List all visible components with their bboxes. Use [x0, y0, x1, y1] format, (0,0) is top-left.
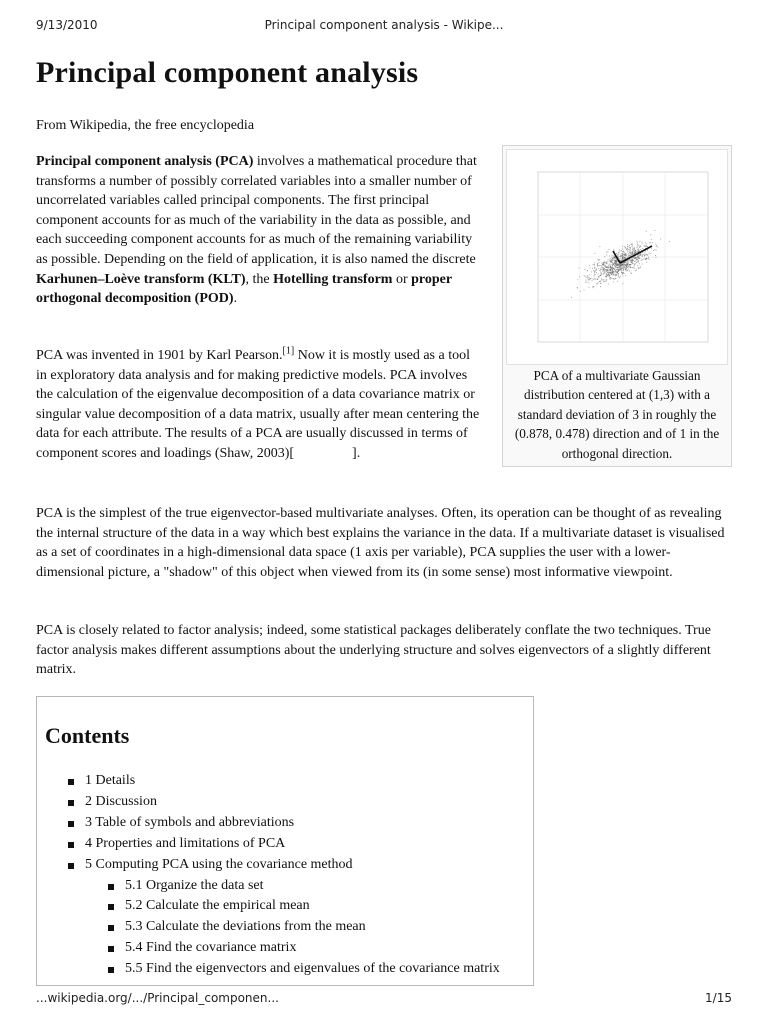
print-header — [0, 18, 768, 34]
link-klt[interactable]: Karhunen–Loève transform (KLT) — [36, 271, 246, 287]
print-page-title: Principal component analysis - Wikipe... — [264, 18, 504, 32]
toc-subitem[interactable]: 5.2 Calculate the empirical mean — [125, 898, 310, 914]
intro-paragraph: Principal component analysis (PCA) involves a mathematical procedure that transforms a number of possibly correlated variables into a smaller number of uncorrelated variables called principal components. The first principal component accounts for as much of the variability in the data as possible, and each succeeding component accounts for as much of the remaining variability as possible. Depending on the field of application, it is also named the discrete Karhunen–Loève transform (KLT), the Hotelling transform or proper orthogonal decomposition (POD). — [36, 154, 477, 307]
article-title: Principal component analysis — [36, 56, 419, 89]
link-pod[interactable]: proper orthogonal decomposition (POD) — [36, 271, 452, 307]
reference-link[interactable]: [1] — [282, 345, 295, 357]
toc-item[interactable]: 3 Table of symbols and abbreviations — [85, 815, 294, 831]
factor-analysis-paragraph: PCA is closely related to factor analysis; indeed, some statistical packages deliberately conflate the two techniques. True factor analysis makes different assumptions about the underlying structure and solves eigenvectors of a slightly different matrix. — [36, 623, 711, 678]
toc-item[interactable]: 4 Properties and limitations of PCA — [85, 836, 285, 852]
toc-subitem[interactable]: 5.1 Organize the data set — [125, 878, 264, 894]
print-date: 9/13/2010 — [36, 18, 98, 32]
toc-subitem[interactable]: 5.4 Find the covariance matrix — [125, 940, 296, 956]
pca-scatter-plot — [507, 150, 727, 364]
history-paragraph: PCA was invented in 1901 by Karl Pearson.[1] Now it is mostly used as a tool in exploratory data analysis and for making predictive models. PCA involves the calculation of the eigenvalue decomposition of a data covariance matrix or singular value decomposition of a data matrix, usually after mean centering the data for each attribute. The results of a PCA are usually discussed in terms of component scores and loadings (Shaw, 2003)[ ]. — [36, 345, 480, 461]
table-of-contents — [36, 696, 534, 986]
toc-subitem[interactable]: 5.3 Calculate the deviations from the mean — [125, 919, 366, 935]
term-pca: Principal component analysis (PCA) — [36, 154, 254, 169]
link-hotelling-transform[interactable]: Hotelling transform — [273, 271, 393, 287]
print-url: ...wikipedia.org/.../Principal_componen... — [36, 991, 279, 1005]
toc-title: Contents — [45, 723, 130, 748]
figure-thumbnail — [502, 145, 732, 467]
figure-image[interactable] — [506, 149, 728, 365]
toc-subitem[interactable]: 5.5 Find the eigenvectors and eigenvalues of the covariance matrix — [125, 961, 500, 977]
toc-item[interactable]: 5 Computing PCA using the covariance method — [85, 857, 353, 873]
print-page-number: 1/15 — [705, 991, 732, 1005]
toc-item[interactable]: 2 Discussion — [85, 794, 157, 810]
citation-needed-bracket: [ ] — [289, 445, 357, 461]
print-footer — [0, 991, 768, 1007]
toc-item[interactable]: 1 Details — [85, 773, 135, 789]
figure-caption: PCA of a multivariate Gaussian distribution centered at (1,3) with a standard deviation of 3 in roughly the (0.878, 0.478) direction and of 1 in the orthogonal direction. — [514, 368, 720, 461]
article-tagline: From Wikipedia, the free encyclopedia — [36, 118, 255, 133]
eigenvector-paragraph: PCA is the simplest of the true eigenvector-based multivariate analyses. Often, its operation can be thought of as revealing the internal structure of the data in a way which best explains the variance in the data. If a multivariate dataset is visualised as a set of coordinates in a high-dimensional data space (1 axis per variable), PCA supplies the user with a lower-dimensional picture, a "shadow" of this object when viewed from its (in some sense) most informative viewpoint. — [36, 506, 725, 580]
